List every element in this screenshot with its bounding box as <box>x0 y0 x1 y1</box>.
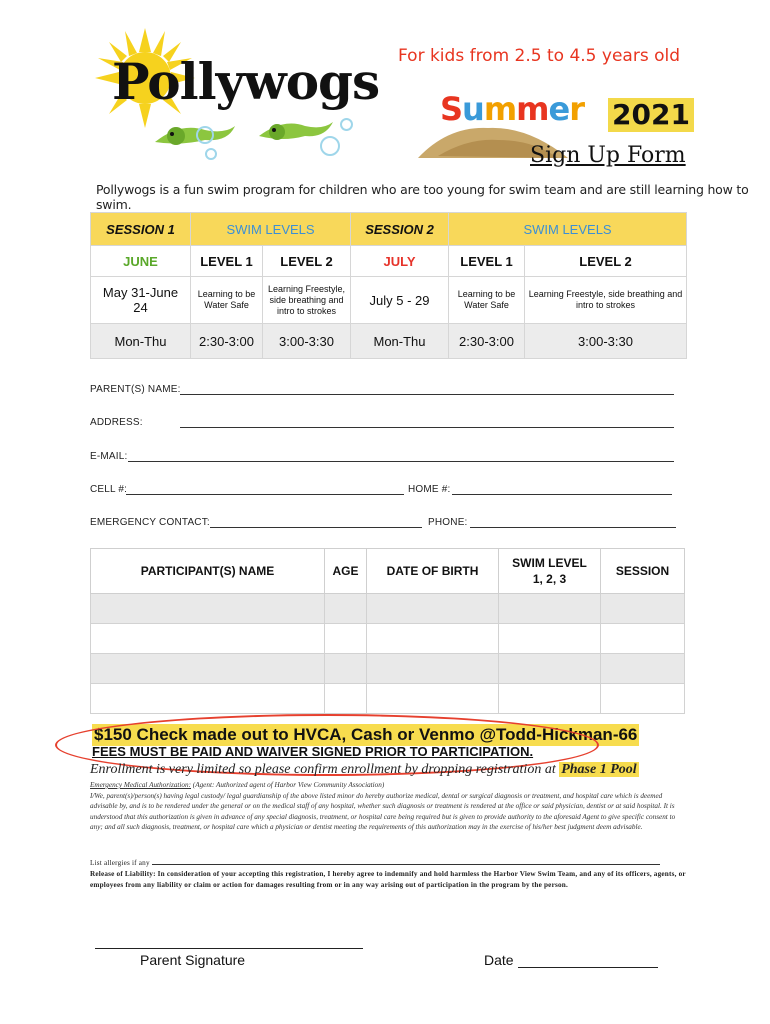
dob-cell[interactable] <box>367 594 499 624</box>
dob-cell[interactable] <box>367 624 499 654</box>
level-2-time: 3:00-3:30 <box>525 324 687 359</box>
participant-row <box>91 624 685 654</box>
session-1-days: Mon-Thu <box>91 324 191 359</box>
allergies-field[interactable] <box>152 857 660 865</box>
participant-row <box>91 654 685 684</box>
swim-level-header <box>499 549 601 594</box>
bubble-icon <box>340 118 353 131</box>
swim-level-cell[interactable] <box>499 594 601 624</box>
session-1-month: JUNE <box>91 246 191 277</box>
level-1-time: 2:30-3:00 <box>449 324 525 359</box>
session-2-days: Mon-Thu <box>351 324 449 359</box>
cell-field[interactable] <box>126 494 404 495</box>
release-body: In consideration of your accepting this registration, I hereby agree to indemnify and hold harmless the Harbor View Swim Team, and any of its officers, agents, or employees from any liability or claim or action for damages resulting from or in any way arising out of participation in the program by the person. <box>90 870 686 889</box>
level-1-label: LEVEL 1 <box>449 246 525 277</box>
dob-cell[interactable] <box>367 684 499 714</box>
enrollment-text: Enrollment is very limited so please confirm enrollment by dropping registration at <box>90 762 556 777</box>
parent-signature-field[interactable] <box>95 948 363 949</box>
parents-name-label: PARENT(S) NAME: <box>90 384 181 395</box>
swim-level-options: 1, 2, 3 <box>532 572 567 586</box>
age-cell[interactable] <box>325 624 367 654</box>
level-1-label: LEVEL 1 <box>191 246 263 277</box>
swim-level-cell[interactable] <box>499 624 601 654</box>
allergies-label: List allergies if any <box>90 859 150 867</box>
authorization-title: Emergency Medical Authorization: <box>90 781 191 789</box>
emergency-contact-label: EMERGENCY CONTACT: <box>90 517 210 528</box>
allergies-and-release <box>90 857 686 891</box>
enrollment-note <box>90 762 639 778</box>
fee-amount-text: $150 Check made out to HVCA, Cash or Venmo @Todd-Hickman-66 <box>94 725 638 744</box>
swim-levels-header: SWIM LEVELS <box>449 213 687 246</box>
swim-level-cell[interactable] <box>499 654 601 684</box>
date-field[interactable] <box>518 967 658 968</box>
phone-field[interactable] <box>470 527 676 528</box>
swim-level-cell[interactable] <box>499 684 601 714</box>
home-phone-field[interactable] <box>452 494 672 495</box>
participant-name-cell[interactable] <box>91 684 325 714</box>
address-label: ADDRESS: <box>90 417 143 428</box>
date-of-birth-header: DATE OF BIRTH <box>367 549 499 594</box>
session-2-header: SESSION 2 <box>351 213 449 246</box>
dob-cell[interactable] <box>367 654 499 684</box>
participant-row <box>91 684 685 714</box>
age-cell[interactable] <box>325 594 367 624</box>
email-label: E-MAIL: <box>90 451 128 462</box>
level-2-time: 3:00-3:30 <box>263 324 351 359</box>
form-header <box>0 0 770 180</box>
emergency-contact-field[interactable] <box>210 527 422 528</box>
age-tagline: For kids from 2.5 to 4.5 years old <box>398 46 681 66</box>
swim-level-title: SWIM LEVEL <box>512 556 587 570</box>
age-header: AGE <box>325 549 367 594</box>
parents-name-field[interactable] <box>180 394 674 395</box>
session-cell[interactable] <box>601 594 685 624</box>
session-cell[interactable] <box>601 684 685 714</box>
swim-levels-header: SWIM LEVELS <box>191 213 351 246</box>
participant-name-header: PARTICIPANT(S) NAME <box>91 549 325 594</box>
level-2-description: Learning Freestyle, side breathing and intro to strokes <box>263 277 351 324</box>
phone-label: PHONE: <box>428 517 468 528</box>
level-2-label: LEVEL 2 <box>263 246 351 277</box>
bubble-icon <box>196 126 214 144</box>
release-title: Release of Liability: <box>90 870 156 878</box>
session-2-month: JULY <box>351 246 449 277</box>
participants-table <box>90 548 685 714</box>
participant-row <box>91 594 685 624</box>
brand-logo-text: Pollywogs <box>112 52 380 111</box>
session-2-dates: July 5 - 29 <box>351 277 449 324</box>
tadpole-icon <box>150 112 240 152</box>
bubble-icon <box>320 136 340 156</box>
cell-label: CELL #: <box>90 484 128 495</box>
participant-name-cell[interactable] <box>91 624 325 654</box>
authorization-agent: (Agent: Authorized agent of Harbor View Community Association) <box>191 781 385 789</box>
email-field[interactable] <box>128 461 674 462</box>
form-title: Sign Up Form <box>530 143 686 168</box>
program-intro: Pollywogs is a fun swim program for children who are too young for swim team and are still learning how to swim. <box>96 182 749 212</box>
age-cell[interactable] <box>325 654 367 684</box>
medical-authorization <box>90 780 686 833</box>
session-1-header: SESSION 1 <box>91 213 191 246</box>
fees-notice: FEES MUST BE PAID AND WAIVER SIGNED PRIOR TO PARTICIPATION. <box>92 744 534 759</box>
summer-heading: Summer <box>440 90 584 128</box>
level-1-description: Learning to be Water Safe <box>191 277 263 324</box>
level-1-description: Learning to be Water Safe <box>449 277 525 324</box>
session-cell[interactable] <box>601 654 685 684</box>
year-badge: 2021 <box>608 98 694 132</box>
parent-signature-label: Parent Signature <box>140 952 246 968</box>
session-1-dates: May 31-June 24 <box>91 277 191 324</box>
participant-name-cell[interactable] <box>91 654 325 684</box>
level-2-description: Learning Freestyle, side breathing and intro to strokes <box>525 277 687 324</box>
sessions-table <box>90 212 687 359</box>
participant-name-cell[interactable] <box>91 594 325 624</box>
level-1-time: 2:30-3:00 <box>191 324 263 359</box>
age-cell[interactable] <box>325 684 367 714</box>
date-label: Date <box>484 952 514 968</box>
authorization-body: I/We, parent(s)/person(s) having legal custody/ legal guardianship of the above listed minor do hereby authorize medical, dental or surgical diagnosis or treatment, and hospital care which is deemed advisable by, and is to be rendered under the general or on the medical staff of any hospital, whether such diagnosis or treatment is rendered at the office or said physician, dentist or at said hospital. It is understood that this authorization is given in advance of any special diagnosis, treatment, or hospital care being required but is given to provide authority to the aforesaid Agent to give specific consent to any; and all such diagnosis, treatment, or hospital care which a physician or dentist meeting the requirements of this authorization may in the exercise of his/her best judgment deem advisable. <box>90 791 676 832</box>
phase-pool-location: Phase 1 Pool <box>561 762 637 777</box>
session-cell[interactable] <box>601 624 685 654</box>
address-field[interactable] <box>180 427 674 428</box>
bubble-icon <box>205 148 217 160</box>
level-2-label: LEVEL 2 <box>525 246 687 277</box>
home-phone-label: HOME #: <box>408 484 451 495</box>
session-header: SESSION <box>601 549 685 594</box>
